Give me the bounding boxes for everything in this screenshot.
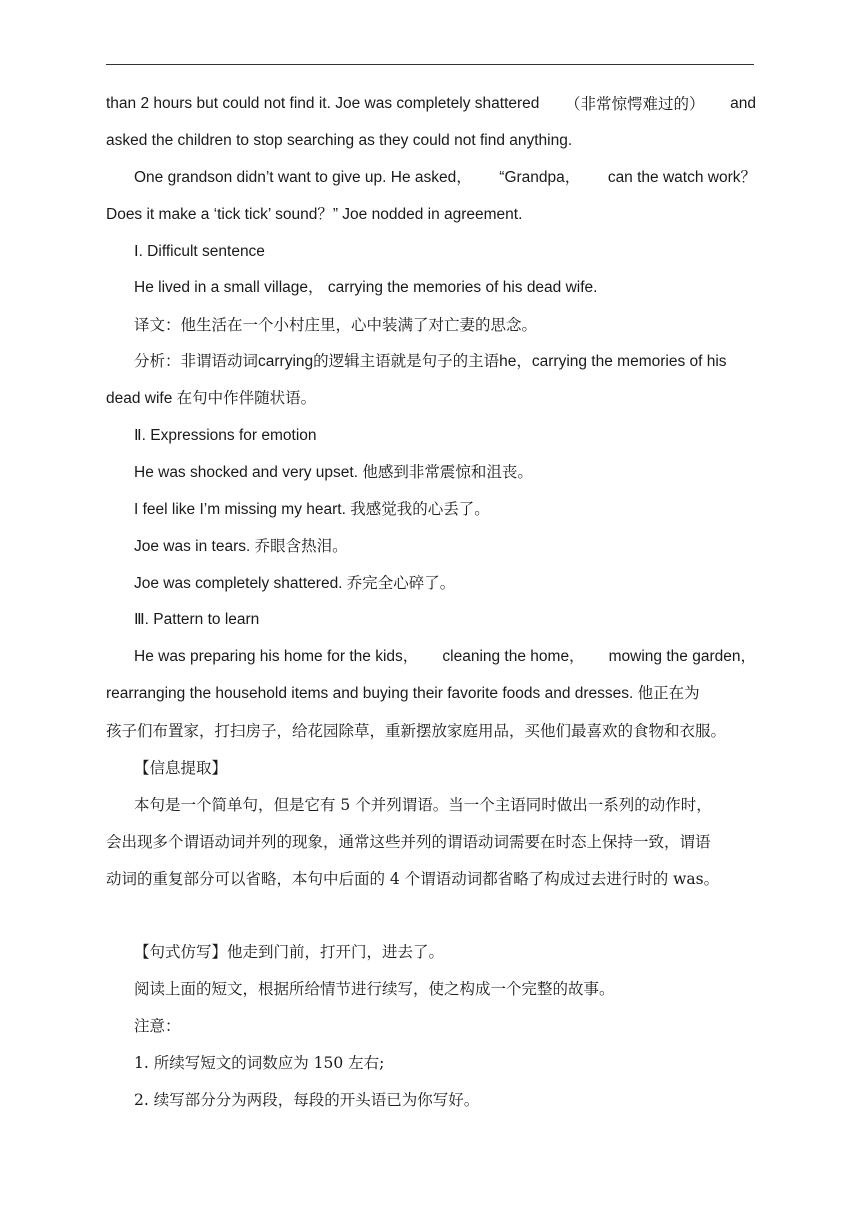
text-run: （非常惊愕难过的） bbox=[565, 95, 705, 113]
expression-item: I feel like I’m missing my heart. 我感觉我的心丢了。 bbox=[134, 500, 490, 518]
pattern-line bbox=[106, 641, 756, 678]
analysis-line: 分析：非谓语动词carrying的逻辑主语就是句子的主语he，carrying the memories of his bbox=[134, 353, 727, 371]
info-heading: 【信息提取】 bbox=[134, 759, 228, 778]
spacer bbox=[106, 900, 756, 937]
text-run: “Grandpa， bbox=[499, 168, 581, 186]
pattern-line: rearranging the household items and buying their favorite foods and dresses. 他正在为 bbox=[106, 685, 700, 703]
expression-item: Joe was in tears. 乔眼含热泪。 bbox=[134, 537, 348, 555]
note-label: 注意： bbox=[134, 1017, 181, 1036]
section-heading: Ⅰ. Difficult sentence bbox=[134, 242, 265, 260]
section-heading: Ⅱ. Expressions for emotion bbox=[134, 427, 317, 445]
paragraph-line: asked the children to stop searching as they could not find anything. bbox=[106, 131, 573, 149]
note-item: 1. 所续写短文的词数应为 150 左右; bbox=[134, 1054, 385, 1073]
imitation-line: 【句式仿写】他走到门前，打开门，进去了。 bbox=[134, 943, 445, 962]
expression-item: Joe was completely shattered. 乔完全心碎了。 bbox=[134, 574, 456, 592]
paragraph-line bbox=[106, 88, 756, 125]
note-item: 2. 续写部分分为两段，每段的开头语已为你写好。 bbox=[134, 1091, 480, 1110]
text-run: mowing the garden， bbox=[608, 648, 756, 666]
text-run: One grandson didn’t want to give up. He asked， bbox=[134, 168, 472, 186]
document-page bbox=[106, 88, 756, 1121]
text-run: can the watch work？ bbox=[607, 168, 756, 186]
paragraph-line bbox=[106, 162, 756, 199]
info-line: 动词的重复部分可以省略，本句中后面的 4 个谓语动词都省略了构成过去进行时的 was。 bbox=[106, 869, 720, 888]
task-instruction: 阅读上面的短文，根据所给情节进行续写，使之构成一个完整的故事。 bbox=[134, 980, 615, 999]
header-rule bbox=[106, 64, 754, 65]
expression-item: He was shocked and very upset. 他感到非常震惊和沮丧。 bbox=[134, 463, 533, 481]
text-run: and bbox=[730, 95, 756, 112]
info-line: 会出现多个谓语动词并列的现象，通常这些并列的谓语动词需要在时态上保持一致，谓语 bbox=[106, 832, 711, 851]
analysis-line: dead wife 在句中作伴随状语。 bbox=[106, 390, 317, 408]
pattern-line: 孩子们布置家，打扫房子，给花园除草，重新摆放家庭用品，买他们最喜欢的食物和衣服。 bbox=[106, 722, 727, 741]
text-run: than 2 hours but could not find it. Joe was completely shattered bbox=[106, 95, 540, 112]
translation: 译文：他生活在一个小村庄里，心中装满了对亡妻的思念。 bbox=[134, 316, 538, 335]
example-sentence: He lived in a small village， carrying the memories of his dead wife. bbox=[134, 279, 598, 297]
info-line: 本句是一个简单句，但是它有 5 个并列谓语。当一个主语同时做出一系列的动作时， bbox=[134, 795, 712, 814]
section-heading: Ⅲ. Pattern to learn bbox=[134, 611, 260, 629]
text-run: cleaning the home， bbox=[442, 648, 585, 666]
text-run: He was preparing his home for the kids， bbox=[134, 648, 419, 666]
paragraph-line: Does it make a ‘tick tick’ sound？” Joe nodded in agreement. bbox=[106, 205, 523, 223]
